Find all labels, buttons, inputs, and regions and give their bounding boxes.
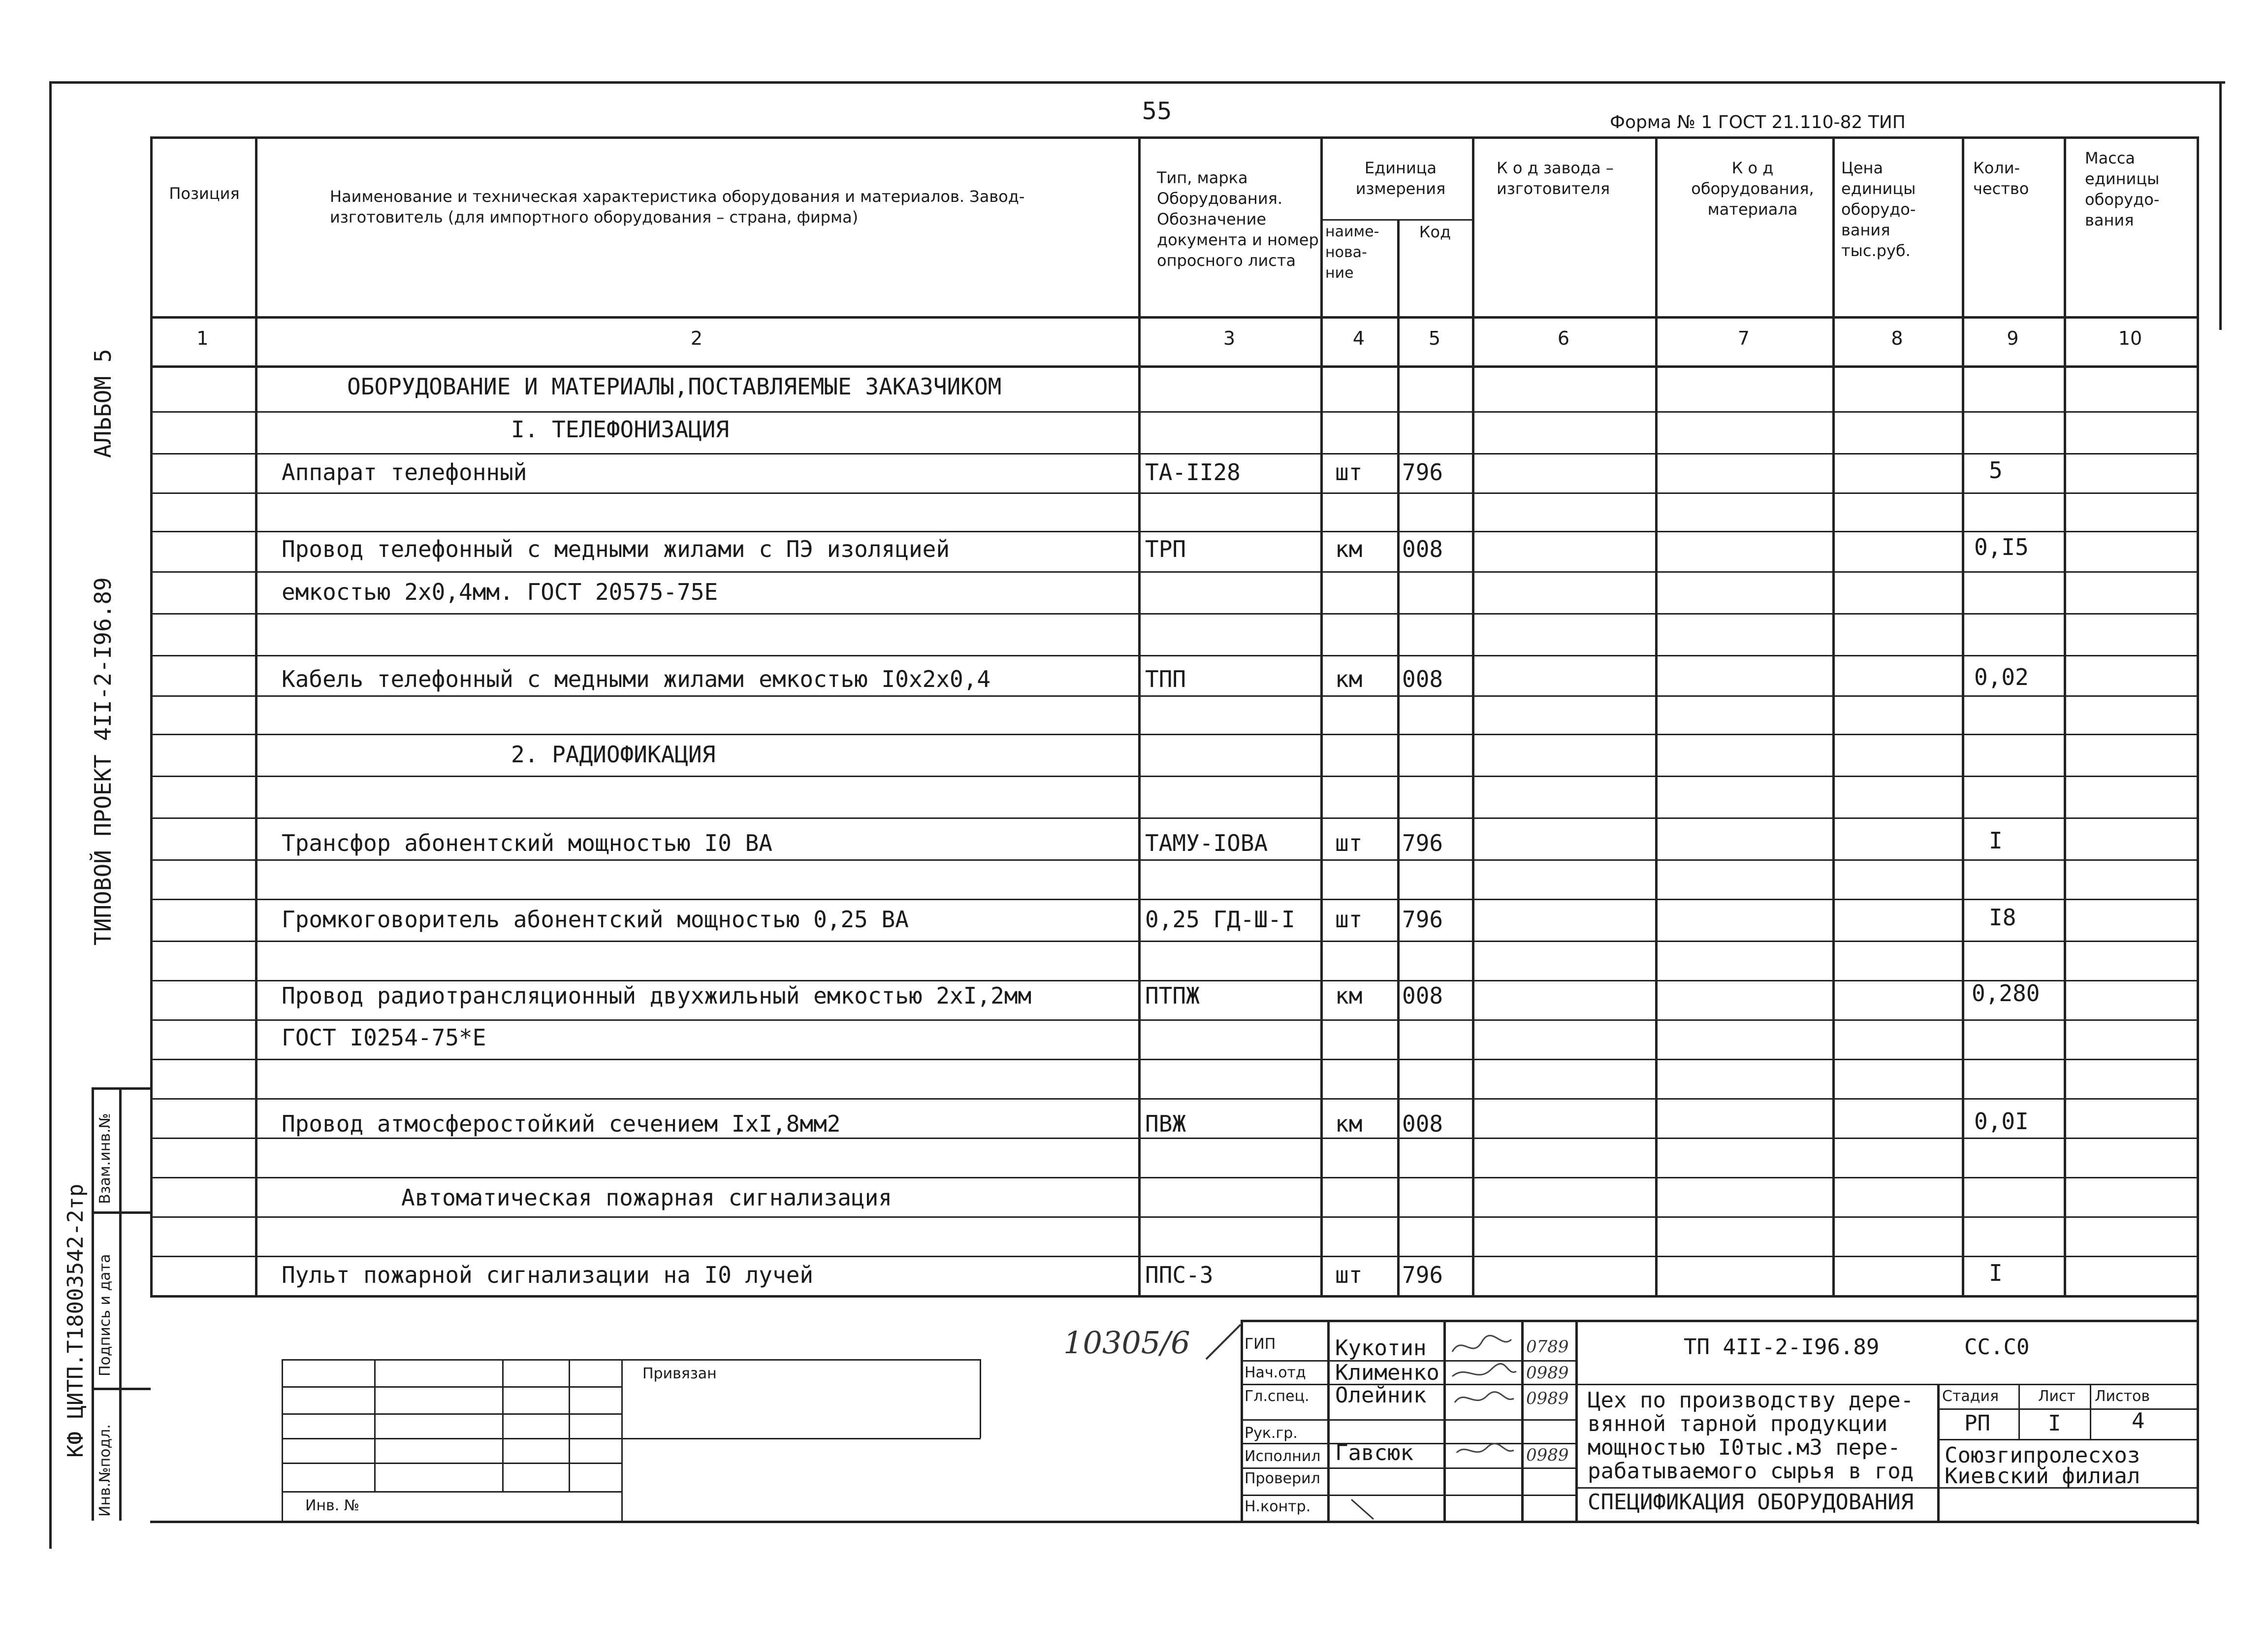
privyazan-line [282, 1359, 283, 1521]
row-name: Пульт пожарной сигнализации на I0 лучей [282, 1262, 814, 1288]
header-plant-code: К о д завода – изготовителя [1497, 159, 1614, 198]
stamp-name: Клименко [1335, 1360, 1439, 1385]
row-code: 008 [1402, 536, 1443, 562]
object-title-line: Цех по производству дере- [1588, 1388, 1914, 1413]
col-line-0 [150, 136, 153, 1295]
side-box-h2 [92, 1388, 151, 1390]
row-type: ПТПЖ [1145, 982, 1200, 1009]
stamp-line [1241, 1495, 1575, 1496]
row-line [150, 1256, 2198, 1257]
row-qty: I8 [1989, 904, 2016, 931]
org-branch: Киевский филиал [1945, 1464, 2140, 1489]
col-number: 7 [1737, 327, 1750, 349]
side-copy: КФ ЦИТП.Т18003542-2тр [63, 1183, 88, 1458]
col-number: 1 [196, 327, 209, 349]
row-line [150, 1177, 2198, 1178]
side-album: АЛЬБОМ 5 [90, 349, 116, 458]
doc-title: СПЕЦИФИКАЦИЯ ОБОРУДОВАНИЯ [1588, 1490, 1914, 1515]
header-position: Позиция [169, 184, 240, 203]
col-line-9 [2064, 136, 2066, 1295]
row-line [150, 695, 2198, 697]
col-line-7 [1832, 136, 1835, 1295]
table-right [2197, 136, 2199, 1524]
header-price: Цена единицы оборудо-вания тыс.руб. [1841, 159, 1916, 260]
row-qty: 0,02 [1974, 664, 2029, 690]
stamp-name: Гавсюк [1335, 1440, 1413, 1465]
org-name: Союзгипролесхоз [1945, 1443, 2140, 1468]
row-qty: I [1989, 827, 2003, 854]
stamp-line [1937, 1408, 2198, 1410]
object-title-line: мощностью I0тыс.м3 пере- [1588, 1435, 1901, 1460]
stamp-role: Исполнил [1245, 1448, 1321, 1465]
row-line [150, 817, 2198, 819]
row-code: 796 [1402, 459, 1443, 486]
stamp-line [1241, 1467, 1575, 1469]
stamp-date: 0989 [1526, 1445, 1569, 1465]
stamp-col-sheets [2090, 1384, 2091, 1439]
stamp-role: Проверил [1245, 1470, 1320, 1487]
header-unit: Единица измерения [1355, 159, 1446, 198]
stamp-line [1241, 1419, 1575, 1421]
privyazan-row [282, 1413, 621, 1415]
stamp-col-sheet [2018, 1384, 2020, 1439]
row-line [150, 531, 2198, 532]
row-line [150, 776, 2198, 777]
col-number: 2 [690, 327, 703, 349]
row-name: Кабель телефонный с медными жилами емкостью I0х2х0,4 [282, 666, 991, 692]
col-line-3 [1320, 136, 1323, 1295]
row-line [150, 613, 2198, 615]
row-line [150, 571, 2198, 573]
stamp-role: Н.контр. [1245, 1498, 1311, 1515]
row-name: Трансфор абонентский мощностью I0 ВА [282, 830, 772, 856]
row-line [150, 655, 2198, 656]
stamp-date: 0789 [1526, 1337, 1569, 1357]
col-line-1 [255, 136, 257, 1295]
side-box-left [92, 1087, 94, 1521]
stamp-col-meta [1937, 1384, 1940, 1521]
row-line [150, 1098, 2198, 1100]
signature-marks [1447, 1330, 1521, 1453]
table-bottom [150, 1295, 2198, 1298]
object-title-line: рабатываемого сырья в год [1588, 1459, 1914, 1484]
frame-left [49, 81, 52, 1549]
row-type: ППС-3 [1145, 1262, 1214, 1288]
sheets-value: 4 [2132, 1408, 2145, 1433]
subsection-title: Автоматическая пожарная сигнализация [401, 1184, 892, 1211]
row-code: 008 [1402, 666, 1443, 692]
stamp-name: Олейник [1335, 1383, 1427, 1408]
inv-label: Инв. № [305, 1497, 360, 1514]
side-project: ТИПОВОЙ ПРОЕКТ 4II-2-I96.89 [90, 577, 116, 945]
side-box-top [92, 1087, 151, 1090]
row-code: 008 [1402, 1110, 1443, 1137]
row-line [150, 734, 2198, 735]
privyazan-line [502, 1359, 504, 1491]
frame-top [49, 81, 2225, 84]
stamp-top [1241, 1320, 2198, 1322]
col-line-6 [1655, 136, 1658, 1295]
side-vzam-inv: Взам.инв.№ [96, 1113, 114, 1204]
sheet-label: Лист [2038, 1388, 2076, 1405]
col-number: 5 [1428, 327, 1441, 349]
stamp-role: ГИП [1245, 1335, 1276, 1353]
row-line [150, 980, 2198, 981]
row-unit: км [1335, 982, 1363, 1009]
row-type: ТАМУ-IОВА [1145, 830, 1268, 856]
header-bottom [150, 316, 2198, 319]
row-line [150, 492, 2198, 494]
row-type: ТПП [1145, 666, 1186, 692]
privyazan-line [621, 1359, 623, 1521]
header-quantity: Коли-чество [1973, 159, 2029, 198]
privyazan-row [282, 1386, 621, 1388]
row-name: ГОСТ I0254-75*Е [282, 1024, 486, 1051]
row-line [150, 1216, 2198, 1218]
privyazan-line [374, 1359, 376, 1491]
sheets-label: Листов [2095, 1388, 2150, 1405]
col-number: 9 [2007, 327, 2019, 349]
header-type: Тип, марка Оборудования. Обозначение документа и номер опросного листа [1157, 168, 1319, 270]
row-line [150, 1138, 2198, 1139]
row-type: 0,25 ГД-Ш-I [1145, 906, 1295, 933]
header-unit-code: Код [1419, 223, 1451, 241]
row-line [150, 1019, 2198, 1021]
row-type: ПВЖ [1145, 1110, 1186, 1137]
row-code: 796 [1402, 830, 1443, 856]
slash-mark [1201, 1320, 1246, 1364]
col-number: 10 [2118, 327, 2142, 349]
stamp-role: Гл.спец. [1245, 1388, 1310, 1405]
col-number: 4 [1352, 327, 1365, 349]
stamp-line [1937, 1439, 2198, 1440]
object-title [1588, 1389, 1914, 1483]
row-line [150, 1059, 2198, 1060]
row-unit: шт [1335, 906, 1363, 933]
header-name: Наименование и техническая характеристика оборудования и материалов. Завод-изготовитель (для импортного оборудования – страна, фирма) [330, 187, 1025, 227]
row-name: Провод радиотрансляционный двухжильный емкостью 2хI,2мм [282, 982, 1032, 1009]
doc-code: ТП 4II-2-I96.89 [1684, 1335, 1880, 1360]
privyazan-line [980, 1359, 981, 1438]
row-qty: 0,I5 [1974, 534, 2029, 560]
row-line [150, 411, 2198, 413]
row-name: Аппарат телефонный [282, 459, 527, 486]
stage-value: РП [1964, 1411, 1990, 1436]
stamp-date: 0989 [1526, 1389, 1569, 1408]
frame-right-mark [2219, 84, 2222, 330]
row-unit: шт [1335, 1262, 1363, 1288]
row-qty: 5 [1989, 457, 2003, 484]
row-line [150, 453, 2198, 455]
row-name: емкостью 2х0,4мм. ГОСТ 20575-75Е [282, 579, 718, 605]
stamp-col-date [1575, 1320, 1578, 1521]
sheet-value: I [2048, 1411, 2061, 1436]
side-podpis-data: Подпись и дата [96, 1254, 114, 1376]
row-qty: 0,280 [1972, 980, 2040, 1007]
col-line-8 [1962, 136, 1964, 1295]
row-code: 796 [1402, 906, 1443, 933]
privyazan-top [282, 1359, 981, 1361]
privyazan-line [569, 1359, 570, 1491]
stage-label: Стадия [1942, 1388, 1999, 1405]
row-type: ТА-II28 [1145, 459, 1241, 486]
table-top [150, 136, 2198, 139]
section-title: ОБОРУДОВАНИЕ И МАТЕРИАЛЫ,ПОСТАВЛЯЕМЫЕ ЗАКАЗЧИКОМ [347, 373, 1002, 400]
col-line-5 [1472, 136, 1474, 1295]
row-line [150, 941, 2198, 942]
tick-mark [1349, 1497, 1378, 1522]
col-number: 3 [1223, 327, 1236, 349]
page-number: 55 [1142, 98, 1172, 125]
side-inv-podl: Инв.№подл. [96, 1424, 114, 1517]
privyazan-row [282, 1491, 621, 1493]
stamp-date: 0989 [1526, 1363, 1569, 1383]
side-box-h1 [92, 1211, 151, 1214]
stamp-role: Рук.гр. [1245, 1425, 1298, 1442]
header-unit-name: наиме-нова-ние [1325, 223, 1379, 282]
row-line [150, 859, 2198, 861]
stamp-role: Нач.отд [1245, 1364, 1306, 1381]
header-material-code: К о д оборудования, материала [1691, 159, 1814, 219]
sheet-code: СС.С0 [1964, 1335, 2030, 1360]
privyazan-row [282, 1438, 981, 1439]
unit-subheader-line [1320, 219, 1472, 221]
stamp-name: Кукотин [1335, 1335, 1427, 1361]
row-unit: шт [1335, 830, 1363, 856]
row-code: 008 [1402, 982, 1443, 1009]
row-name: Провод телефонный с медными жилами с ПЭ изоляцией [282, 536, 950, 562]
privyazan-label: Привязан [642, 1365, 717, 1382]
col-line-4 [1397, 219, 1400, 1295]
stamp-bottom [150, 1521, 2198, 1523]
col-number: 8 [1891, 327, 1903, 349]
subsection-title: 2. РАДИОФИКАЦИЯ [511, 741, 716, 768]
row-name: Громкоговоритель абонентский мощностью 0,25 ВА [282, 906, 909, 933]
row-qty: I [1989, 1260, 2003, 1286]
row-qty: 0,0I [1974, 1108, 2029, 1135]
row-unit: км [1335, 1110, 1363, 1137]
col-number: 6 [1557, 327, 1570, 349]
side-box-mid [119, 1087, 122, 1521]
row-unit: км [1335, 666, 1363, 692]
row-code: 796 [1402, 1262, 1443, 1288]
header-mass: Масса единицы оборудо-вания [2085, 149, 2160, 229]
numbers-bottom [150, 365, 2198, 368]
form-label: Форма № 1 ГОСТ 21.110-82 ТИП [1610, 112, 1906, 132]
subsection-title: I. ТЕЛЕФОНИЗАЦИЯ [511, 416, 730, 443]
handwritten-number: 10305/6 [1063, 1325, 1190, 1361]
row-line [150, 899, 2198, 900]
row-unit: км [1335, 536, 1363, 562]
row-name: Провод атмосферостойкий сечением IхI,8мм2 [282, 1110, 841, 1137]
object-title-line: вянной тарной продукции [1588, 1411, 1888, 1436]
row-type: ТРП [1145, 536, 1186, 562]
row-unit: шт [1335, 459, 1363, 486]
col-line-2 [1138, 136, 1141, 1295]
privyazan-row [282, 1463, 621, 1464]
